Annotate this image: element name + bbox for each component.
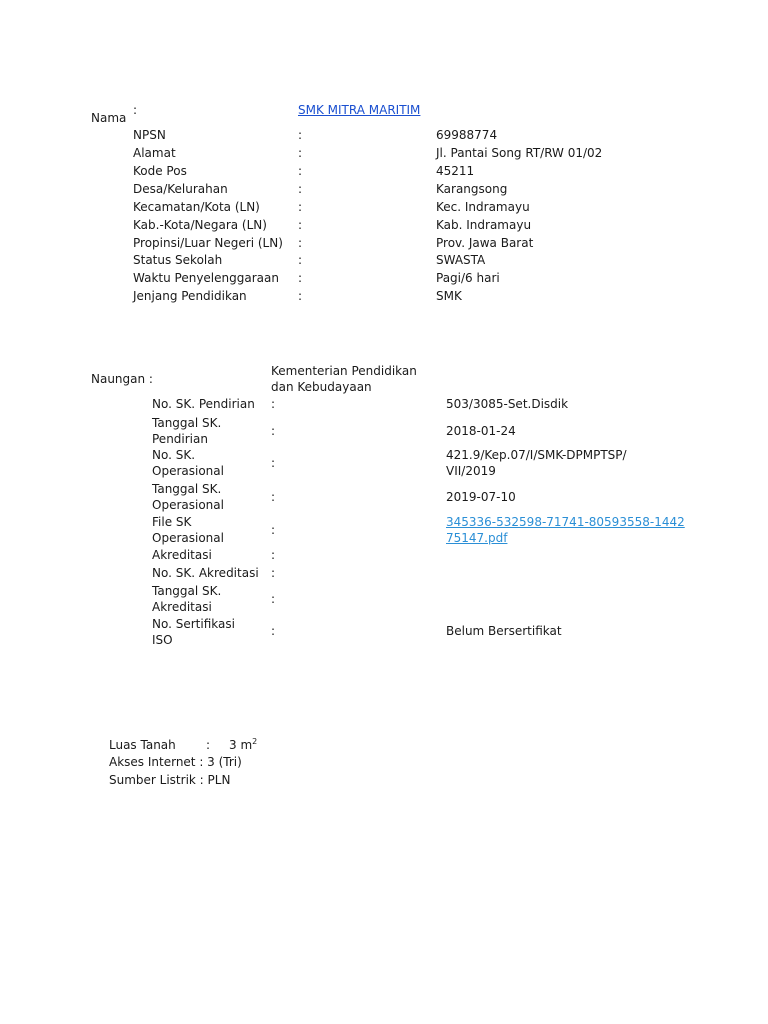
profil-colon: :	[298, 289, 303, 303]
sk-value-tanggal-pendirian: 2018-01-24	[446, 424, 516, 438]
profil-colon: :	[298, 236, 303, 250]
profil-value-desa: Karangsong	[436, 182, 508, 196]
naungan-value-line2: dan Kebudayaan	[271, 380, 372, 394]
nama-label: Nama	[91, 111, 127, 125]
sk-label-tanggal-pendirian: Tanggal SK. Pendirian	[152, 416, 222, 446]
sk-colon: :	[271, 592, 276, 606]
profil-colon: :	[298, 271, 303, 285]
school-name-link[interactable]: SMK MITRA MARITIM	[298, 103, 421, 117]
profil-colon: :	[298, 146, 303, 160]
profil-colon: :	[298, 182, 303, 196]
naungan-value-line1: Kementerian Pendidikan	[271, 364, 417, 378]
profil-value-kabupaten: Kab. Indramayu	[436, 218, 532, 232]
sk-value-sertifikasi-iso: Belum Bersertifikat	[446, 624, 562, 638]
profil-value-propinsi: Prov. Jawa Barat	[436, 236, 534, 250]
profil-colon: :	[298, 200, 303, 214]
sk-colon: :	[271, 490, 276, 504]
sk-label-file-operasional: File SK Operasional	[152, 515, 224, 545]
profil-value-waktu: Pagi/6 hari	[436, 271, 500, 285]
sk-file-link[interactable]: 345336-532598-71741-80593558-144275147.pdf	[446, 515, 685, 545]
profil-value-jenjang: SMK	[436, 289, 462, 303]
profil-label-alamat: Alamat	[133, 146, 176, 160]
luas-tanah-colon: :	[206, 738, 211, 752]
naungan-label: Naungan :	[91, 372, 153, 386]
luas-tanah-unit-sup: 2	[252, 737, 258, 746]
sk-colon: :	[271, 566, 276, 580]
sk-colon: :	[271, 424, 276, 438]
luas-tanah-number: 3 m	[229, 738, 253, 752]
luas-tanah-value	[229, 738, 257, 752]
profil-label-kode-pos: Kode Pos	[133, 164, 187, 178]
akses-internet: Akses Internet : 3 (Tri)	[109, 755, 242, 769]
profil-label-waktu: Waktu Penyelenggaraan	[133, 271, 279, 285]
profil-value-status: SWASTA	[436, 253, 486, 267]
sk-colon: :	[271, 624, 276, 638]
sk-label-tanggal-akreditasi: Tanggal SK. Akreditasi	[152, 584, 222, 614]
profil-colon: :	[298, 218, 303, 232]
profil-label-propinsi: Propinsi/Luar Negeri (LN)	[133, 236, 283, 250]
profil-colon: :	[298, 164, 303, 178]
sk-label-no-pendirian: No. SK. Pendirian	[152, 397, 255, 411]
profil-label-desa: Desa/Kelurahan	[133, 182, 228, 196]
profil-label-jenjang: Jenjang Pendidikan	[133, 289, 247, 303]
profil-colon: :	[298, 253, 303, 267]
sk-colon: :	[271, 456, 276, 470]
sk-colon: :	[271, 523, 276, 537]
sk-colon: :	[271, 397, 276, 411]
profil-value-kecamatan: Kec. Indramayu	[436, 200, 530, 214]
sumber-listrik: Sumber Listrik : PLN	[109, 773, 231, 787]
sk-label-no-akreditasi: No. SK. Akreditasi	[152, 566, 259, 580]
sk-value-no-pendirian: 503/3085-Set.Disdik	[446, 397, 569, 411]
sk-colon: :	[271, 548, 276, 562]
profil-label-npsn: NPSN	[133, 128, 166, 142]
sk-value-tanggal-operasional: 2019-07-10	[446, 490, 516, 504]
sk-value-no-operasional: 421.9/Kep.07/I/SMK-DPMPTSP/ VII/2019	[446, 448, 627, 478]
sk-label-akreditasi: Akreditasi	[152, 548, 212, 562]
luas-tanah-label: Luas Tanah	[109, 738, 176, 752]
profil-value-alamat: Jl. Pantai Song RT/RW 01/02	[436, 146, 603, 160]
profil-label-status: Status Sekolah	[133, 253, 223, 267]
sk-label-sertifikasi-iso: No. Sertifikasi ISO	[152, 617, 235, 647]
sk-label-tanggal-operasional: Tanggal SK. Operasional	[152, 482, 224, 512]
sk-label-no-operasional: No. SK. Operasional	[152, 448, 224, 478]
profil-value-npsn: 69988774	[436, 128, 498, 142]
profil-colon: :	[298, 128, 303, 142]
nama-colon: :	[133, 103, 138, 117]
profil-label-kabupaten: Kab.-Kota/Negara (LN)	[133, 218, 267, 232]
profil-value-kode-pos: 45211	[436, 164, 475, 178]
profil-label-kecamatan: Kecamatan/Kota (LN)	[133, 200, 260, 214]
